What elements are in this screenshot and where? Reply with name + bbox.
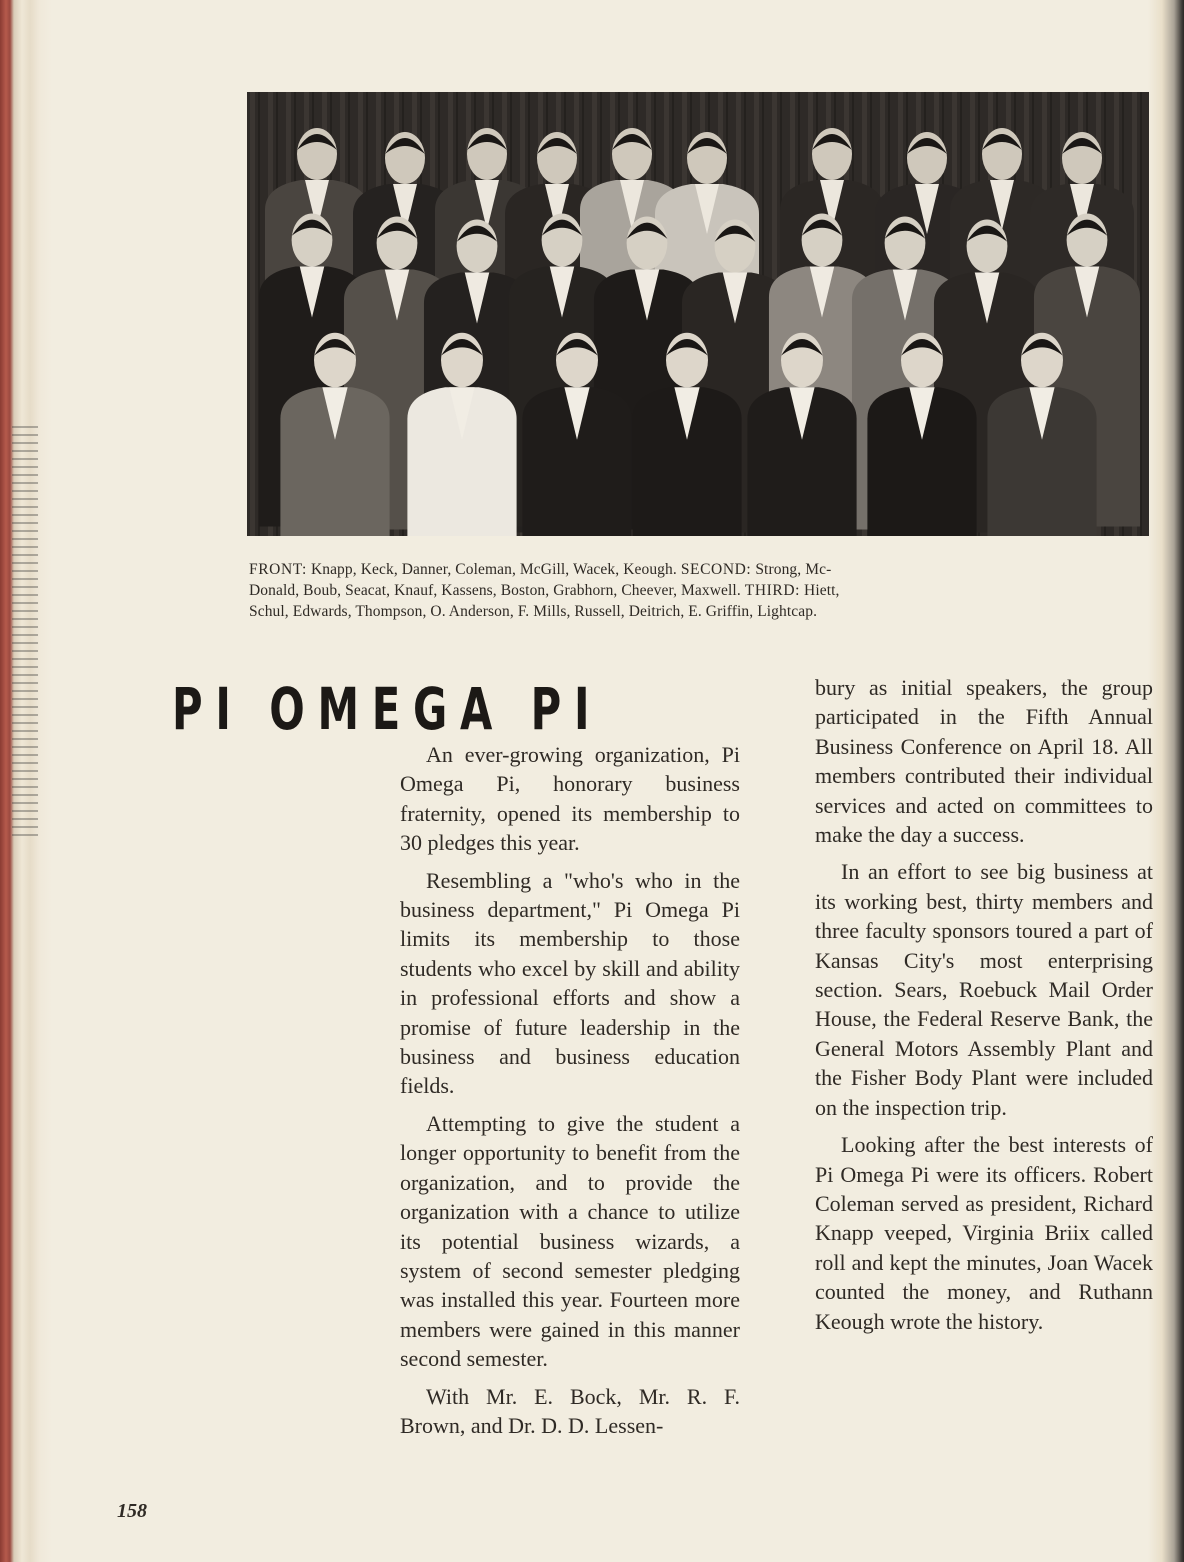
- title-letter: E: [371, 675, 401, 743]
- photo-caption: [249, 559, 1009, 622]
- caption-third-label: THIRD:: [744, 582, 801, 599]
- title-letter: O: [269, 675, 305, 743]
- article-left-column: [400, 740, 740, 1448]
- caption-second-names-start: Strong, Mc-: [755, 561, 832, 578]
- title-letter: P: [530, 675, 562, 743]
- article-paragraph: Looking after the best interests of Pi Omega Pi were its officers. Robert Coleman served as president, Richard Knapp veeped, Virginia Briix called roll and kept the minutes, Joan Wacek counted the money, and Ruthann Keough wrote the history.: [815, 1132, 1153, 1334]
- article-paragraph: An ever-growing organization, Pi Omega Pi, honorary business fraternity, opened its membership to 30 pledges this year.: [400, 742, 740, 856]
- caption-third-names-end: Schul, Edwards, Thompson, O. Anderson, F. Mills, Russell, Deitrich, E. Griffin, Lightcap.: [249, 603, 818, 620]
- caption-third-names-start: Hiett,: [804, 582, 840, 599]
- group-photo-illustration: [247, 92, 1149, 536]
- title-letter: I: [574, 675, 590, 743]
- binding-spine-marks: [12, 420, 38, 840]
- caption-second-label: SECOND:: [680, 561, 752, 578]
- article-paragraph: With Mr. E. Bock, Mr. R. F. Brown, and Dr. D. D. Lessen-: [400, 1383, 740, 1438]
- page-title: [172, 674, 590, 744]
- group-photo: [247, 92, 1149, 536]
- title-letter: P: [172, 675, 203, 743]
- title-letter: M: [317, 675, 360, 743]
- article-paragraph: In an effort to see big business at its working best, thirty members and three faculty sponsors toured a part of Kansas City's most enterprising section. Sears, Roebuck Mail Order House, the Federal Reserve Bank, the General Motors Assembly Plant and the Fisher Body Plant were included on the inspection trip.: [815, 859, 1153, 1120]
- article-paragraph: Attempting to give the student a longer opportunity to benefit from the organization, and to provide the organization with a chance to utilize its potential business wizards, a system of second semester pledging was installed this year. Fourteen more members were gained in this manner second semester.: [400, 1110, 740, 1372]
- article-paragraph: bury as initial speakers, the group participated in the Fifth Annual Business Conference on April 18. All members contributed their individual services and acted on committees to make the day a success.: [815, 675, 1153, 848]
- article-right-column: [815, 673, 1153, 1344]
- caption-line-2: [249, 580, 1009, 601]
- page-edge-shadow: [1148, 0, 1184, 1562]
- caption-front-names: Knapp, Keck, Danner, Coleman, McGill, Wacek, Keough.: [310, 561, 677, 578]
- title-letter: A: [459, 675, 493, 743]
- title-letter: G: [412, 675, 448, 743]
- caption-front-label: FRONT:: [249, 561, 307, 578]
- title-letter: I: [215, 675, 231, 743]
- caption-second-names-end: Donald, Boub, Seacat, Knauf, Kassens, Boston, Grabhorn, Cheever, Maxwell.: [249, 582, 741, 599]
- caption-line-1: [249, 559, 1009, 580]
- article-paragraph: Resembling a "who's who in the business department," Pi Omega Pi limits its membership to those students who excel by skill and ability in professional efforts and show a promise of future leadership in the business and business education fields.: [400, 867, 740, 1099]
- page-number: 158: [117, 1500, 147, 1522]
- caption-line-3: [249, 601, 1009, 622]
- book-binding-edge: [0, 0, 52, 1562]
